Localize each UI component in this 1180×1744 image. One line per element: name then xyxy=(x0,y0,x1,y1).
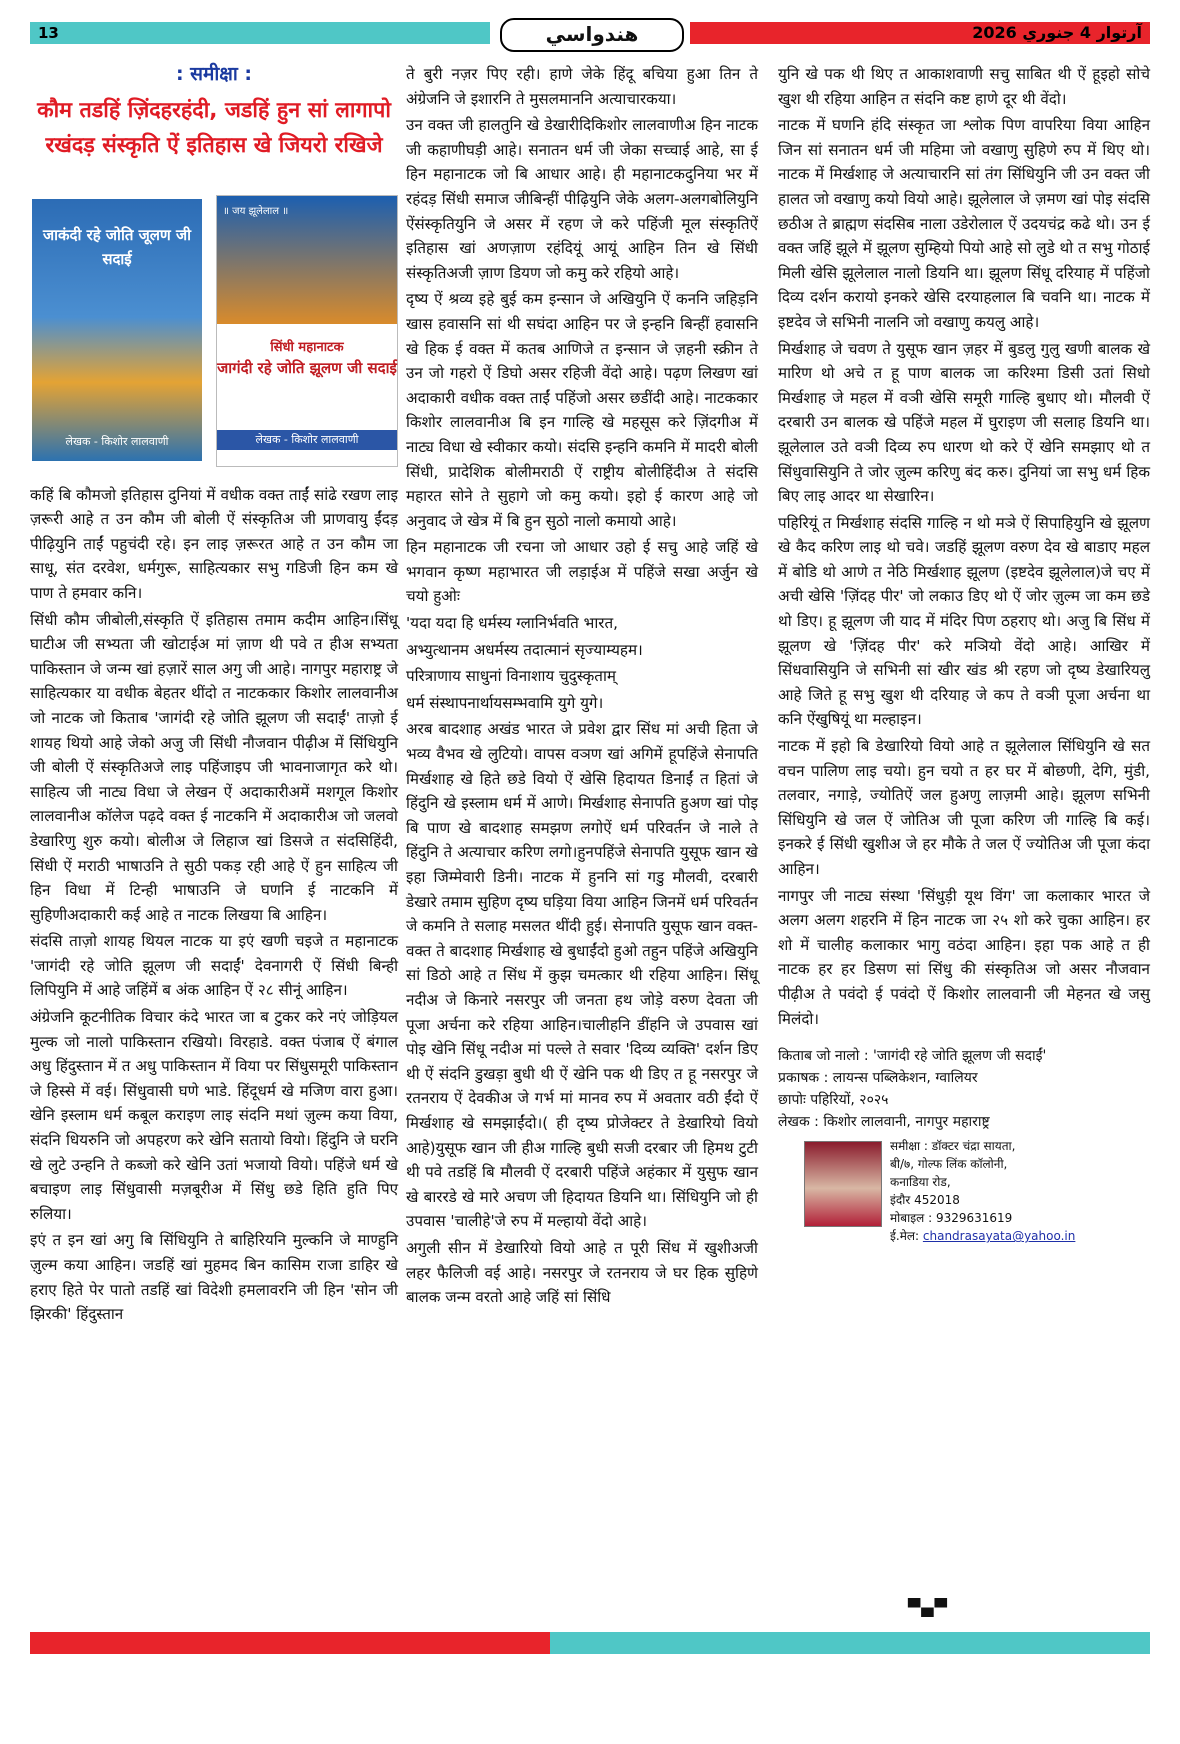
col3-paragraph: नागपुर जी नाट्य संस्था 'सिंधुड़ी यूथ विंग' जा कलाकार भारत जे अलग अलग शहरनि में हिन नाटक जा २५ शो करे चुका आहिन। हर शो में चालीह कलाकार भागु वठंदा आहिन। इहा पक आहे त ही नाटक हर हर डिसण सां सिंधु की संस्कृतिअ जो असर नौजवान पीढ़ीअ ते पवंदो ई पवंदो ऐं किशोर लालवानी जी मेहनत खे जसु मिलंदो। xyxy=(778,886,1150,1028)
book-cover-sindhi xyxy=(32,199,202,461)
reviewer-name: समीक्षा : डॉक्टर चंद्रा सायता, xyxy=(890,1139,1016,1154)
email-label: ई.मेल: xyxy=(890,1229,920,1244)
shloka-line: 'यदा यदा हि धर्मस्य ग्लानिर्भवति भारत, xyxy=(406,614,618,633)
col2-paragraph: उन वक्त जी हालतुनि खे डेखारीदिकिशोर लालवाणीअ हिन नाटक जी कहाणीघड़ी आहे। सनातन धर्म जी जेका सच्चाई आहे, सा ई हिन महानाटक जो बि आधार आहे। ही महानाटकदुनिया भर में रहंदड़ सिंधी समाज जीबिन्हीं पीढ़ियुनि जेके अलग-अलगबोलियुनि ऐंसंस्कृतियुनि जे असर में रहण जे करे पहिंजी मूल संस्कृतिऐं इतिहास खां अणज़ाण रहंदियूं आयूं आहिन तिन खे सिंधी संस्कृतिअजी ज़ाण डियण जो कमु करे रहियो आहे। xyxy=(406,116,758,282)
shloka-line: धर्म संस्थापनार्थायसम्भवामि युगे युगे। xyxy=(406,693,604,712)
col3-paragraph: मिर्खशाह जे चवण ते युसूफ खान ज़हर में बुडलु गुलु खणी बालक खे मारिण थो अचे त हू पाण बालक जा करिश्मा डिसी उतां सिधो मिर्खशाह जे महल में वञी खेसि समूरी गाल्हि बुधाए थो। मौलवी ऐं दरबारी उन बालक खे पहिंजे महल में घुराइण जी सलाह डियनि था। झूलेलाल उते वञी दिव्य रुप धारण थो करे ऐं खेनि समझाए थो त सिंधुवासियुनि ते जोर ज़ुल्म करिणु बंद करु। दुनियां जा सभु धर्म हिक बिए लाइ आदर था सेखारिन। xyxy=(778,339,1150,506)
article-headline: कौम तडहिं ज़िंदहरहंदी, जडहिं हुन सां लागापो रखंदड़ संस्कृति ऐं इतिहास खे जियरो रखिजे xyxy=(37,97,391,158)
book-cover-illustration xyxy=(217,196,397,324)
section-kicker: : समीक्षा : xyxy=(175,63,253,85)
reviewer-address: बी/७, गोल्फ लिंक कॉलोनी, xyxy=(890,1157,1008,1172)
column-1 xyxy=(30,62,398,1329)
book-cover-devanagari xyxy=(216,195,398,467)
date-line: آرتوار 4 جنوري 2026 xyxy=(972,23,1142,42)
col3-paragraph: नाटक में इहो बि डेखारियो वियो आहे त झूलेलाल सिंधियुनि खे सत वचन पालिण लाइ चयो। हुन चयो त हर घर में बोछणी, देगि, मुंडी, तलवार, नगाड़े, ज्योतिऐं जल हुअणु लाज़मी आहे। झूलण सभिनी सिंधियुनि खे जल ऐं जोतिअ जी पूजा करिण जी गाल्हि बि कई। इनकरे ई सिंधी खुशीअ जे हर मौके ते जल ऐं ज्योतिअ जी पूजा कंदा आहिन। xyxy=(778,737,1150,878)
reviewer-email-line xyxy=(890,1227,1140,1245)
book-cover-title: जागंदी रहे जोति झूलण जी सदाई xyxy=(217,358,397,377)
column-3 xyxy=(778,62,1150,1244)
masthead xyxy=(30,22,1150,44)
shloka-line: अभ्युत्थानम अधर्मस्य तदात्मानं सृज्याम्यहम। xyxy=(406,640,643,659)
col3-paragraph: नाटक में घणनि हंदि संस्कृत जा श्लोक पिण वापरिया विया आहिन जिन सां सनातन धर्म जी महिमा जो वखाणु सुहिणे रुप में थिए थो। नाटक में मिर्खशाह जे अत्याचारनि सां तंग सिंधियुनि जी उन वक्त जी हालत जो वखाणु कयो वियो आहे। झूलेलाल जे ज़मण खां पोइ संदसि छठीअ ते ब्राह्मण संदसिब नाला उडेरोलाल ऐं उदयचंद्र कढे थो। उन ई वक्त जहिं झूले में झूलण सुम्हियो पियो आहे सो लुडे थो त सभु गोठाई मिली खेसि झूलेलाल नालो डियनि था। झूलण सिंधू दरियाह में पहिंजो दिव्य दर्शन करायो इनकरे खेसि दरयाहलाल बि चवनि था। नाटक में इष्टदेव जे सभिनी नालनि जो वखाणु कयलु आहे। xyxy=(778,116,1150,331)
reviewer-photo xyxy=(804,1141,882,1227)
masthead-teal-band xyxy=(30,22,490,44)
col1-paragraph: इएं त इन खां अगु बि सिंधियुनि ते बाहिरियनि मुल्कनि जे माण्हुनि ज़ुल्म कया आहिन। जडहिं खां मुहमद बिन कासिम राजा डाहिर खे हराए हिते पेर पातो तडहिं खां विदेशी हमलावरनि जी हिन 'सोन जी झिरकी' हिंदुस्तान xyxy=(30,1231,398,1324)
col1-paragraph: संदसि ताज़ो शायह थियल नाटक या इएं खणी चइजे त महानाटक 'जागंदी रहे जोति झूलण जी सदाईं' देवनागरी ऐं सिंधी बिन्ही लिपियुनि में आहे जहिंमें ब अंक आहिन ऐं २८ सीनूं आहिन। xyxy=(30,932,398,1000)
newspaper-logo: هندواسي xyxy=(500,18,684,52)
col2-paragraph: अरब बादशाह अखंड भारत जे प्रवेश द्वार सिंध मां अची हिता जे भव्य वैभव खे लुटियो। वापस वञण खां अगिमें हूपहिंजे सेनापति मिर्खशाह खे हिते छडे वियो ऐं खेसि हिदायत डिनाईं त हितां जे हिंदुनि खे इस्लाम धर्म में आणे। मिर्खशाह सेनापति हुअण खां पोइ बि पाण खे बादशाह समझण लगोऐं धर्म परिवर्तन जे नाले ते हिंदुनि ते अत्याचार करिण लगो।हुनपहिंजे सेनापति युसूफ खान खे इहा जिम्मेवारी डिनी। नाटक में हुननि सां गडु मौलवी, दरबारी डेखारे तमाम सुहिण दृष्य घड़िया विया आहिन जिनमें धर्म परिवर्तन जे कमनि ते सलाह मसलत थींदी हुई। सेनापति युसूफ खान वक्त-वक्त ते बादशाह मिर्खशाह खे बुधाईंदो हुओ तहुन पहिंजे अखियुनि सां डिठो आहे त सिंध में कुझ चमत्कार थी रहिया आहिन। सिंधू नदीअ जे किनारे नसरपुर जी जनता हथ जोड़े वरुण देवता जी पूजा अर्चना करे रहिया आहिन।चालीहनि डींहनि जे उपवास खां पोइ खेनि सिंधू नदीअ मां पल्ले ते सवार 'दिव्य व्यक्ति' दर्शन डिए थी ऐं संदनि डुखड़ा बुधी थी ऐं खेनि पक थी डिए त हू नसरपुर जे रतनराय ऐं देवकीअ जे गर्भ मां मानव रुप में अवतार वठी ईंदो ऐं मिर्खशाह खे समझाईंदो।( ही दृष्य प्रोजेक्टर ते डेखारियो वियो आहे)युसूफ खान जी हीअ गाल्हि बुधी सजी दरबार जी हिमथ टुटी थी पवे तडहिं बि मौलवी ऐं दरबारी पहिंजे अहंकार में युसुफ खान खे बाररडे खे मारे अचण जी हिदायत डियनि था। सिंधियुनि जो ही उपवास 'चालीहे'जे रुप में मल्हायो वेंदो आहे। xyxy=(406,720,758,1231)
book-cover-sindhi-title: जाकंदी रहे जोति जूलण जी सदाई xyxy=(43,225,191,269)
credit-edition: छापोः पहिरियों, २०२५ xyxy=(778,1092,889,1109)
book-cover-sindhi-author: लेखक - किशोर लालवाणी xyxy=(65,435,169,448)
col2-paragraph: ते बुरी नज़र पिए रही। हाणे जेके हिंदू बचिया हुआ तिन ते अंग्रेजनि जे इशारनि ते मुसलमाननि अत्याचारकया। xyxy=(406,65,758,108)
reviewer-block xyxy=(778,1137,1150,1244)
credit-publisher: प्रकाषक : लायन्स पब्लिकेशन, ग्वालियर xyxy=(778,1070,978,1087)
footer-red-band xyxy=(30,1632,550,1654)
credit-author: लेखक : किशोर लालवानी, नागपुर महाराष्ट्र xyxy=(778,1114,990,1131)
book-cover-label: ॥ जय झूलेलाल ॥ xyxy=(223,205,289,217)
col2-paragraph: अगुली सीन में डेखारियो वियो आहे त पूरी सिंध में खुशीअजी लहर फैलिजी वई आहे। नसरपुर जे रतनराय जे घर हिक सुहिणे बालक जन्म वरतो आहे जहिं सां सिंधि xyxy=(406,1238,758,1307)
page-number: 13 xyxy=(38,24,59,42)
end-mark: ▀▄▀ xyxy=(908,1598,948,1617)
masthead-red-band xyxy=(690,22,1150,44)
book-covers xyxy=(30,181,398,471)
col1-paragraph: सिंधी कौम जीबोली,संस्कृति ऐं इतिहास तमाम कदीम आहिन।सिंधू घाटीअ जी सभ्यता जी खोटाईअ मां ज़ाण थी पवे त हीअ सभ्यता पाकिस्तान जे जन्म खां हज़ारें साल अगु जी आहे। नागपुर महाराष्ट्र जे साहित्यकार या वधीक बेहतर थींदो त नाटककार किशोर लालवानीअ जो नाटक जो किताब 'जागंदी रहे जोति झूलण जी सदाईं' ताज़ो ई शायह थियो आहे जेको अजु जी सिंधी नौजवान पीढ़ीअ में सिंधियुनि जी बोली ऐं संस्कृतिअजे लाइ पहिंजाइप जी भावनाजागृत करे थो। साहित्य जी नाट्य विधा जे लेखन ऐं अदाकारीअमें मशगूल किशोर लालवानीअ कॉलेज पढ़दे वक्त ई नाटकनि में अदाकारीअ जो जलवो डेखारिणु शुरु कयो। बोलीअ जे लिहाज खां डिसजे त संदसिहिंदी, सिंधी ऐं मराठी भाषाउनि ते सुठी पकड़ रही आहे ऐं हुन साहित्य जी हिन विधा में टिन्ही भाषाउनि जे घणनि ई नाटकनि में सुहिणीअदाकारी कई आहे त नाटक लिखया बि आहिन। xyxy=(30,610,398,924)
col2-paragraph: दृष्य ऐं श्रव्य इहे बुई कम इन्सान जे अखियुनि ऐं कननि जहिड़नि खास हवासनि सां थी सघंदा आहिन पर जे इन्हनि बिन्हीं हवासनि खे हिक ई वक्त में कतब आणिजे त इन्सान जे ज़हनी स्क्रीन ते उन जो गहरो ऐं डिघो असर रहिजी वेंदो आहे। पढ़ण लिखण खां अदाकारी वधीक वक्त ताईं पहिंजो असर छडींदी आहे। नाटककार किशोर लालवानीअ बि इन गाल्हि खे महसूस करे ज़िंदगीअ में नाट्य विधा खे स्वीकार कयो। संदसि इन्हनि कमनि में मादरी बोली सिंधी, प्रादेशिक बोलीमराठी ऐं राष्ट्रीय बोलीहिंदीअ ते संदसि महारत सोने ते सुहागे जो कमु कयो। इहो ई कारण आहे जो अनुवाद जे खेत्र में बि हुन सुठो नालो कमायो आहे। xyxy=(406,290,758,530)
col3-paragraph: युनि खे पक थी थिए त आकाशवाणी सचु साबित थी ऐं हूइहो सोचे खुश थी रहिया आहिन त संदनि कष्ट हाणे दूर थी वेंदो। xyxy=(778,65,1150,108)
book-cover-subtitle: सिंधी महानाटक xyxy=(270,339,344,355)
footer-teal-band xyxy=(550,1632,1150,1654)
reviewer-details xyxy=(890,1137,1140,1245)
reviewer-mobile: मोबाइल : 9329631619 xyxy=(890,1211,1013,1226)
reviewer-address: इंदौर 452018 xyxy=(890,1193,960,1208)
reviewer-email-link[interactable]: chandrasayata@yahoo.in xyxy=(922,1229,1076,1244)
reviewer-address: कनाडिया रोड, xyxy=(890,1175,951,1190)
col3-paragraph: पहिरियूं त मिर्खशाह संदसि गाल्हि न थो मञे ऐं सिपाहियुनि खे झूलण खे कैद करिण लाइ थो चवे। जडहिं झूलण वरुण देव खे बाडाए महल में बोडि थो आणे त नेठि मिर्खशाह झूलण (इष्टदेव झूलेलाल)जे चए में अची खेसि 'ज़िंदह पीर' जो लकाउ डिए थो ऐं जोर ज़ुल्म जा कम छडे थो डिए। हू झूलण जी याद में मंदिर पिण ठहराए थो। अजु बि सिंध में झूलण खे 'ज़िंदह पीर' करे मञियो वेंदो आहे। आखिर में सिंधवासियुनि जे सभिनी सां खीर खंड श्री रहण जो दृष्य डेखारियलु आहे जिते हू सभु खुश थी दरियाह जे कप ते वञी पूजा अर्चना था कनि ऐंखुषियूं था मल्हाइन। xyxy=(778,513,1150,729)
book-credits xyxy=(778,1045,1150,1133)
book-cover-author: लेखक - किशोर लालवाणी xyxy=(217,430,397,450)
credit-book-title: किताब जो नालो : 'जागंदी रहे जोति झूलण जी सदाईं' xyxy=(778,1048,1047,1065)
col1-paragraph: कहिं बि कौमजो इतिहास दुनियां में वधीक वक्त ताईं सांढे रखण लाइ ज़रूरी आहे त उन कौम जी बोली ऐं संस्कृतिअ जी प्राणवायु ईंदड़ पीढ़ियुनि ताईं पहुचंदी रहे। इन लाइ ज़रूरत आहे त उन कौम जा साधू, संत दरवेश, धर्मगुरू, साहित्यकार सभु गडिजी हिन कम खे पाण ते हमवार कनि। xyxy=(30,485,398,602)
column-2 xyxy=(406,62,758,1312)
col1-paragraph: अंग्रेजनि कूटनीतिक विचार कंदे भारत जा ब टुकर करे नएं जोड़ियल मुल्क जो नालो पाकिस्तान रखियो। विरहाडे. वक्त पंजाब ऐं बंगाल अधु हिंदुस्तान में त अधु पाकिस्तान में विया पर सिंधुसमूरी पाकिस्तान जे हिस्से में वई। सिंधुवासी घणे भाडे. हिंदूधर्म खे मजिण वारा हुआ। खेनि इस्लाम धर्म कबूल कराइण लाइ संदनि मथां ज़ुल्म कया विया, संदनि धियरुनि जो अपहरण करे खेनि सतायो वियो। हिंदुनि जे घरनि खे लुटे उन्हनि ते कब्जो करे खेनि उतां भजायो वियो। पहिंजे धर्म खे बचाइण लाइ सिंधुवासी मज़बूरीअ में सिंधु छडे हिति हुति पिए रुलिया। xyxy=(30,1008,398,1223)
shloka-line: परित्राणाय साधुनां विनाशाय चुदुस्कृताम् xyxy=(406,667,616,686)
col2-paragraph: हिन महानाटक जी रचना जो आधार उहो ई सचु आहे जहिं खे भगवान कृष्ण महाभारत जी लड़ाईअ में पहिंजे सखा अर्जुन खे चयो हुओः xyxy=(406,538,758,606)
